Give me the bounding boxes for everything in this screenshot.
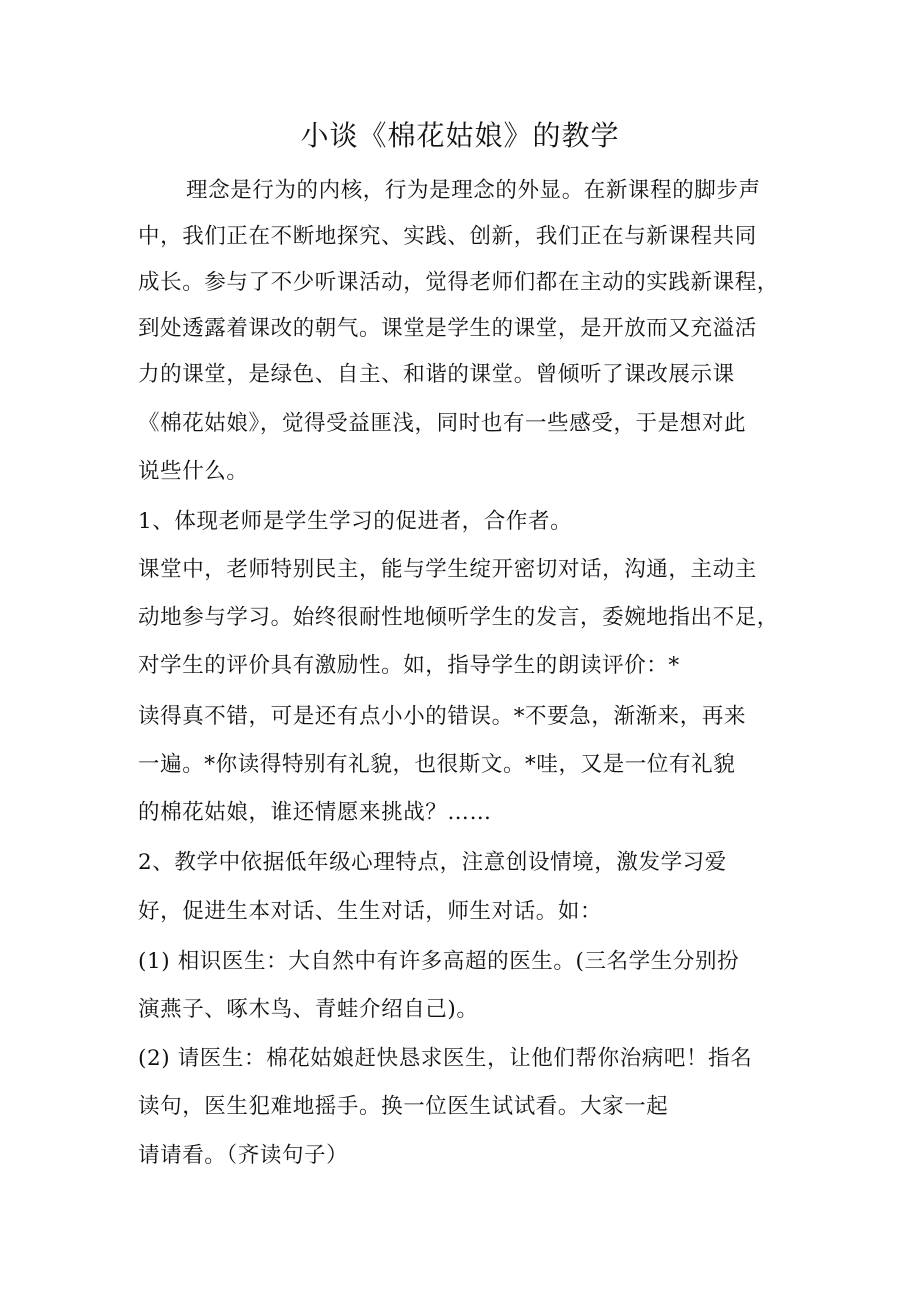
document-title: 小谈《棉花姑娘》的教学 <box>300 119 620 152</box>
paragraph-line: 力的课堂，是绿色、自主、和谐的课堂。曾倾听了课改展示课 <box>138 362 735 387</box>
paragraph-line: 动地参与学习。始终很耐性地倾听学生的发言，委婉地指出不足， <box>138 605 779 630</box>
list-item-2: (2) 请医生：棉花姑娘赶快恳求医生，让他们帮你治病吧！指名 <box>138 1046 753 1071</box>
paragraph-line: 一遍。*你读得特别有礼貌，也很斯文。*哇，又是一位有礼貌 <box>138 752 736 777</box>
paragraph-line: 对学生的评价具有激励性。如，指导学生的朗读评价：* <box>138 653 680 678</box>
section-heading-2: 2、教学中依据低年级心理特点，注意创设情境，激发学习爱 <box>138 850 727 875</box>
paragraph-line: 课堂中，老师特别民主，能与学生绽开密切对话，沟通，主动主 <box>138 557 757 582</box>
section-heading-1: 1、体现老师是学生学习的促进者，合作者。 <box>138 509 573 534</box>
paragraph-line: 说些什么。 <box>138 459 249 484</box>
paragraph-line: 好，促进生本对话、生生对话，师生对话。如： <box>138 899 603 924</box>
paragraph-line: 读得真不错，可是还有点小小的错误。*不要急，渐渐来，再来 <box>138 704 747 729</box>
list-item-2-continued: 请请看。（齐读句子） <box>138 1143 349 1168</box>
list-item-2-continued: 读句，医生犯难地摇手。换一位医生试试看。大家一起 <box>138 1094 669 1119</box>
paragraph-line: 理念是行为的内核，行为是理念的外显。在新课程的脚步声 <box>186 178 761 203</box>
list-item-1: (1) 相识医生：大自然中有许多高超的医生。(三名学生分别扮 <box>138 949 740 974</box>
list-item-1-continued: 演燕子、啄木鸟、青蛙介绍自己)。 <box>138 997 479 1022</box>
paragraph-line: 中，我们正在不断地探究、实践、创新，我们正在与新课程共同 <box>138 224 757 249</box>
paragraph-line: 成长。参与了不少听课活动，觉得老师们都在主动的实践新课程， <box>138 270 779 295</box>
paragraph-line: 《棉花姑娘》，觉得受益匪浅，同时也有一些感受，于是想对此 <box>138 411 747 436</box>
paragraph-line: 到处透露着课改的朝气。课堂是学生的课堂，是开放而又充溢活 <box>138 316 757 341</box>
paragraph-line: 的棉花姑娘，谁还情愿来挑战？…… <box>138 800 492 825</box>
